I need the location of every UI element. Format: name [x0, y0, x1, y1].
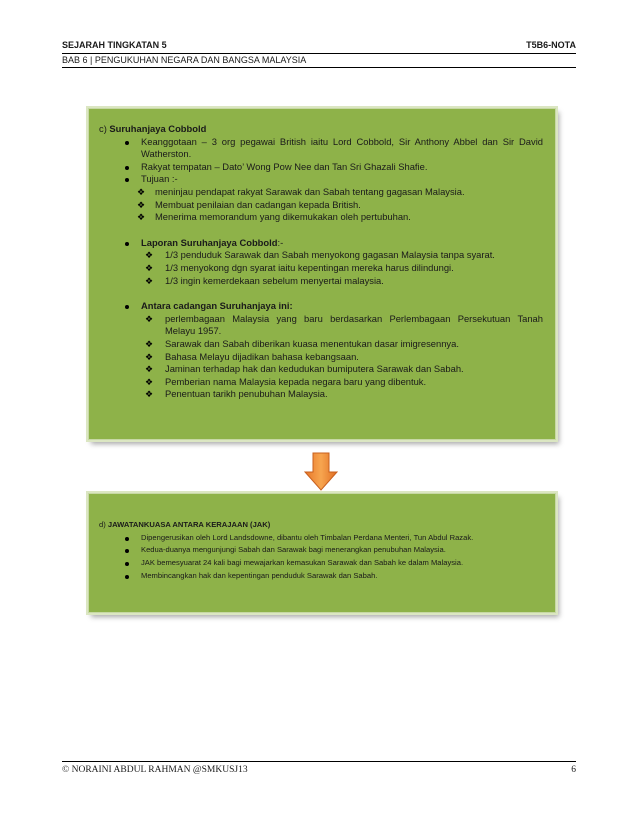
- diamond-bullet-icon: ❖: [145, 313, 154, 324]
- laporan-section: [99, 237, 543, 250]
- heading-text: Suruhanjaya Cobbold: [109, 123, 207, 134]
- diamond-bullet-icon: ❖: [145, 275, 154, 286]
- laporan-label-suffix: :-: [277, 236, 284, 248]
- list-item: [99, 351, 543, 364]
- laporan-list: [99, 249, 543, 287]
- list-item: JAK bemesyuarat 24 kali bagi mewajarkan kemasukan Sarawak dan Sabah ke dalam Malaysia.: [99, 557, 543, 570]
- diamond-bullet-icon: ❖: [145, 376, 154, 387]
- list-item: Membincangkan hak dan kepentingan penduduk Sarawak dan Sabah.: [99, 570, 543, 583]
- list-item: [99, 199, 543, 212]
- laporan-label-text: Laporan Suruhanjaya Cobbold: [141, 236, 278, 248]
- cobbold-commission-box: [88, 108, 556, 440]
- heading-prefix: c): [99, 123, 110, 134]
- list-item-text: 1/3 penduduk Sarawak dan Sabah menyokong gagasan Malaysia tanpa syarat.: [165, 249, 495, 261]
- cadangan-list: [99, 313, 543, 401]
- list-item: Keanggotaan – 3 org pegawai British iaitu Lord Cobbold, Sir Anthony Abbel dan Sir David Watherston.: [99, 136, 543, 161]
- list-item-text: 1/3 ingin kemerdekaan sebelum menyertai malaysia.: [165, 274, 384, 286]
- list-item-text: 1/3 menyokong dgn syarat iaitu kepentingan mereka harus dilindungi.: [165, 261, 454, 273]
- diamond-bullet-icon: ❖: [137, 199, 146, 210]
- list-item-text: Penentuan tarikh penubuhan Malaysia.: [165, 388, 328, 400]
- list-item: [99, 186, 543, 199]
- list-item: [99, 388, 543, 401]
- list-item: [99, 376, 543, 389]
- diamond-bullet-icon: ❖: [145, 338, 154, 349]
- list-item: Kedua-duanya mengunjungi Sabah dan Sarawak bagi menerangkan penubuhan Malaysia.: [99, 544, 543, 557]
- footer-author: © NORAINI ABDUL RAHMAN @SMKUSJ13: [62, 765, 248, 775]
- diamond-bullet-icon: ❖: [137, 212, 146, 223]
- list-item: Tujuan :-: [99, 173, 543, 186]
- page-header: [62, 39, 576, 66]
- list-item: Rakyat tempatan – Dato’ Wong Pow Nee dan Tan Sri Ghazali Shafie.: [99, 161, 543, 174]
- laporan-label: [99, 237, 543, 250]
- chapter-title: BAB 6 | PENGUKUHAN NEGARA DAN BANGSA MALAYSIA: [62, 55, 307, 65]
- list-item: [99, 338, 543, 351]
- list-item-text: Jaminan terhadap hak dan kedudukan bumiputera Sarawak dan Sabah.: [165, 363, 464, 375]
- list-item-text: meninjau pendapat rakyat Sarawak dan Sabah tentang gagasan Malaysia.: [155, 185, 465, 197]
- list-item-text: Sarawak dan Sabah diberikan kuasa menentukan dasar imigresennya.: [165, 337, 459, 349]
- jak-list: [99, 532, 543, 583]
- list-item-text: Bahasa Melayu dijadikan bahasa kebangsaan.: [165, 350, 359, 362]
- list-item: [99, 313, 543, 338]
- jak-heading: [99, 519, 543, 532]
- diamond-bullet-icon: ❖: [145, 364, 154, 375]
- page-number: 6: [571, 765, 576, 775]
- diamond-bullet-icon: ❖: [145, 389, 154, 400]
- list-item: [99, 262, 543, 275]
- list-item: Dipengerusikan oleh Lord Landsdowne, dibantu oleh Timbalan Perdana Menteri, Tun Abdul Razak.: [99, 532, 543, 545]
- jak-committee-box: [88, 493, 556, 613]
- header-bottom-rule: [62, 67, 576, 68]
- list-item: [99, 211, 543, 224]
- down-arrow-icon: [303, 452, 339, 492]
- list-item: [99, 363, 543, 376]
- list-item: [99, 275, 543, 288]
- heading-text: JAWATANKUASA ANTARA KERAJAAN (JAK): [107, 520, 271, 529]
- page-footer: [62, 764, 576, 776]
- diamond-bullet-icon: ❖: [145, 351, 154, 362]
- list-item-text: Menerima memorandum yang dikemukakan oleh pertubuhan.: [155, 211, 411, 223]
- document-code: T5B6-NOTA: [526, 40, 576, 50]
- cobbold-list: [99, 136, 543, 186]
- cobbold-heading: [99, 123, 543, 136]
- cadangan-label: Antara cadangan Suruhanjaya ini:: [99, 300, 543, 313]
- list-item: [99, 249, 543, 262]
- heading-prefix: d): [99, 520, 108, 529]
- tujuan-list: [99, 186, 543, 224]
- list-item-text: Membuat penilaian dan cadangan kepada British.: [155, 198, 361, 210]
- diamond-bullet-icon: ❖: [145, 262, 154, 273]
- diamond-bullet-icon: ❖: [145, 250, 154, 261]
- document-title: SEJARAH TINGKATAN 5: [62, 40, 167, 50]
- diamond-bullet-icon: ❖: [137, 186, 146, 197]
- list-item-text: perlembagaan Malaysia yang baru berdasarkan Perlembagaan Persekutuan Tanah Melayu 1957.: [165, 312, 543, 337]
- footer-rule: [62, 761, 576, 762]
- list-item-text: Pemberian nama Malaysia kepada negara baru yang dibentuk.: [165, 375, 427, 387]
- cadangan-section: [99, 300, 543, 313]
